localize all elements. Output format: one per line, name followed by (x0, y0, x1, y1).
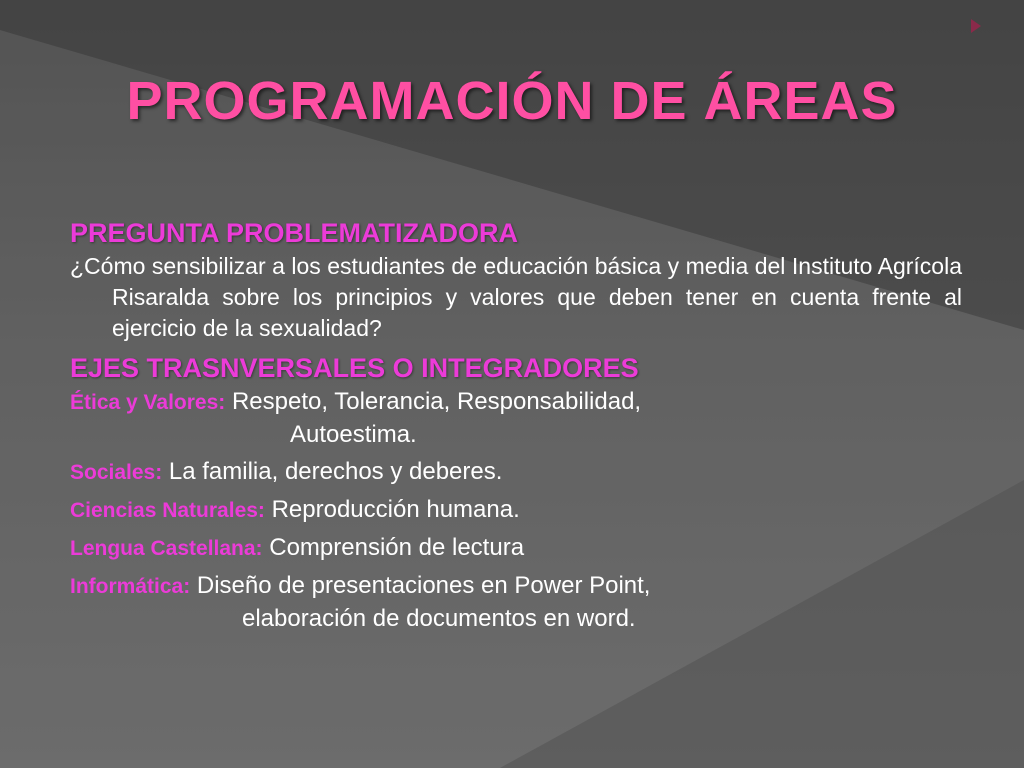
axis-label: Informática: (70, 575, 191, 598)
axis-text: Respeto, Tolerancia, Responsabilidad, (231, 388, 642, 415)
axis-lengua-castellana (70, 532, 962, 565)
axis-text: Diseño de presentaciones en Power Point, (196, 572, 651, 599)
axis-label: Ética y Valores: (70, 391, 226, 414)
chevron-right-icon (968, 18, 984, 34)
axis-informatica (70, 570, 962, 635)
axes-heading: EJES TRASNVERSALES O INTEGRADORES (70, 353, 639, 383)
axis-label: Lengua Castellana: (70, 537, 263, 560)
axis-text: Comprensión de lectura (269, 534, 525, 561)
axis-etica (70, 386, 962, 451)
slide-content (70, 215, 962, 640)
slide-title: PROGRAMACIÓN DE ÁREAS (126, 71, 898, 131)
axis-sociales (70, 456, 962, 489)
axis-text: La familia, derechos y deberes. (168, 458, 503, 485)
axis-text-continued: Autoestima. (290, 421, 417, 448)
axis-text-continued: elaboración de documentos en word. (242, 605, 636, 632)
axis-text: Reproducción humana. (271, 496, 520, 523)
question-text: ¿Cómo sensibilizar a los estudiantes de educación básica y media del Instituto Agrícola Risaralda sobre los principios y valores que deben tener en cuenta frente al ejercicio de la sexualidad? (70, 253, 962, 341)
question-heading: PREGUNTA PROBLEMATIZADORA (70, 218, 518, 248)
axis-label: Ciencias Naturales: (70, 499, 265, 522)
axis-ciencias-naturales (70, 494, 962, 527)
axis-label: Sociales: (70, 461, 163, 484)
